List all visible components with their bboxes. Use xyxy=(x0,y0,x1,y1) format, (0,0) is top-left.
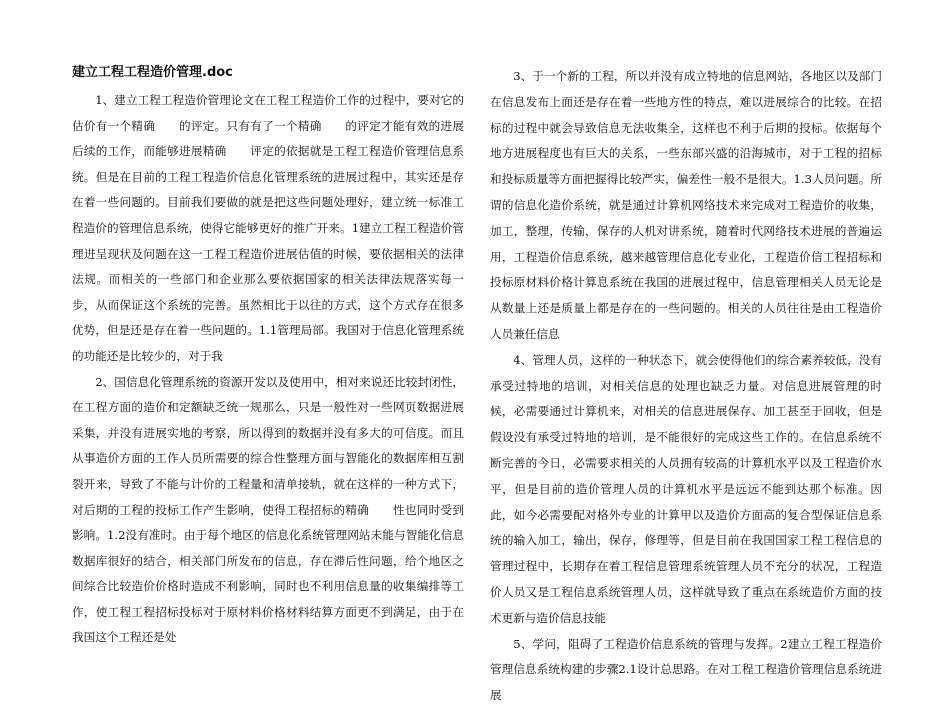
paragraph-4: 4、管理人员，这样的一种状态下，就会使得他们的综合素养较低，没有承受过特地的培训，对相关信息的处理也缺乏力量。对信息进展管理的时候，必需要通过计算机来，对相关的信息进展保存、加工甚至于回收，但是假设没有承受过特地的培训，是不能很好的完成这些工作的。在信息系统不断完善的今日，必需要求相关的人员拥有较高的计算机水平以及工程造价水平，但是目前的造价管理人员的计算机水平是远远不能到达那个标准。因此，如今必需要配对格外专业的计算甲以及造价方面高的复合型保证信息系统的输入加工，输出，保存，修理等，但是目前在我国国家工程工程信息的管理过程中，长期存在着工程信息管理系统管理人员不充分的状况，工程造价人员又是工程信息系统管理人员，这样就导致了重点在系统造价方面的技术更新与造价信息技能 xyxy=(490,352,882,625)
paragraph-5: 5、学问，阻碍了工程造价信息系统的管理与发挥。2建立工程工程造价管理信息系统构建的步骤2.1设计总思路。在对工程工程造价管理信息系统进展 xyxy=(490,636,882,703)
right-column xyxy=(490,64,882,709)
paragraph-1: 1、建立工程工程造价管理论文在工程工程造价工作的过程中，要对它的估价有一个精确 的评定。只有有了一个精确 的评定才能有效的进展后续的工作，而能够进展精确 评定的依据就是工程工程造价管理信息系统。但是在目前的工程工程造价信息化管理系统的进展过程中，其实还是存在着一些问题的。目前我们要做的就是把这些问题处理好，建立统一标准工程造价的管理信息系统，使得它能够更好的推广开来。1建立工程工程造价管理进呈现状及问题在这一工程工程造价进展估值的时候，要依据相关的法律法规。而相关的一些部门和企业那么要依据国家的相关法律法规落实每一步，从而保证这个系统的完善。虽然相比于以往的方式，这个方式存在很多优势，但是还是存在着一些问题的。1.1管理局部。我国对于信息化管理系统的功能还是比较少的，对于我 xyxy=(72,93,464,363)
paragraph-2: 2、国信息化管理系统的资源开发以及使用中，相对来说还比较封闭性，在工程方面的造价和定额缺乏统一规那么，只是一般性对一些网页数据进展采集，并没有进展实地的考察，所以得到的数据并没有多大的可信度。而且从事造价方面的工作人员所需要的综合性整理方面与智能化的数据库相互割裂开来，导致了不能与计价的工程量和清单接轨，就在这样的一种方式下，对后期的工程的投标工作产生影响，使得工程招标的精确 性也同时受到影响。1.2没有准时。由于每个地区的信息化系统管理网站未能与智能化信息数据库很好的结合，相关部门所发布的信息，存在滞后性问题，给个地区之间综合比较造价价格时造成不利影响，同时也不利用信息量的收集编排等工作，使工程工程招标投标对于原材料价格材料结算方面更不到满足，由于在我国这个工程还是处 xyxy=(72,374,464,645)
left-column xyxy=(72,60,464,651)
paragraph-3: 3、于一个新的工程，所以并没有成立特地的信息网站，各地区以及部门在信息发布上面还是存在着一些地方性的特点，难以进展综合的比较。在招标的过程中就会导致信息无法收集全，这样也不利于后期的投标。依据每个地方进展程度也有巨大的关系，一些东部兴盛的沿海城市，对于工程的招标和投标质量等方面把握得比较严实，偏差性一般不是很大。1.3人员问题。所谓的信息化造价系统，就是通过计算机网络技术来完成对工程造价的收集，加工，整理，传输，保存的人机对讲系统，随着时代网络技术进展的普遍运用，工程造价信息系统，越来越管理信息化专业化，工程造价信工程招标和投标原材料价格计算息系统在我国的进展过程中，信息管理相关人员无论是从数量上还是质量上都是存在的一些问题的。相关的人员往往是由工程造价人员兼任信息 xyxy=(490,69,882,341)
document-title: 建立工程工程造价管理.doc xyxy=(72,65,233,80)
